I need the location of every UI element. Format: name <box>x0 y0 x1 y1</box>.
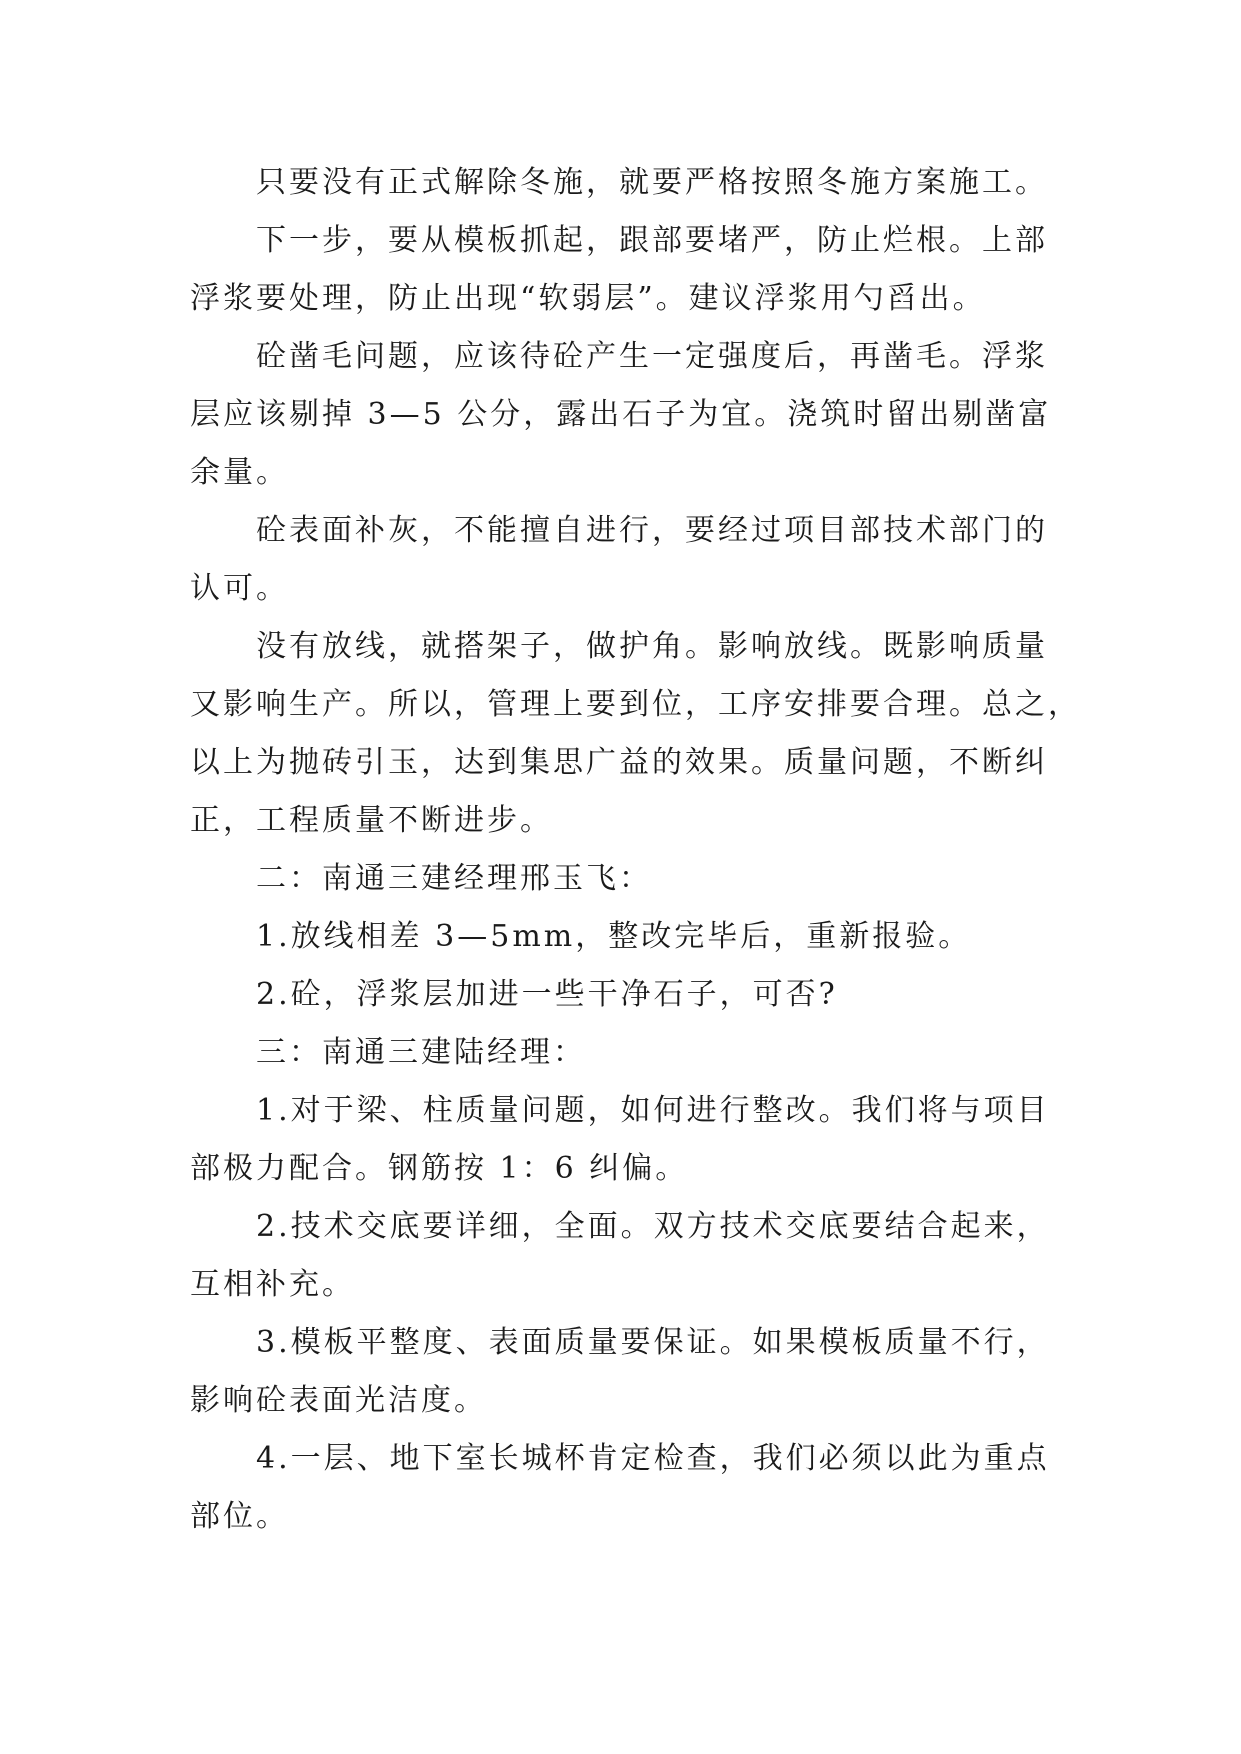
text-line: 浮浆要处理，防止出现“软弱层”。建议浮浆用勺舀出。 <box>190 281 986 316</box>
text-line: 认可。 <box>190 571 289 606</box>
text-line: 砼表面补灰，不能擅自进行，要经过项目部技术部门的 <box>256 513 1048 548</box>
text-line: 3.模板平整度、表面质量要保证。如果模板质量不行， <box>256 1325 1050 1360</box>
text-line: 影响砼表面光洁度。 <box>190 1383 487 1418</box>
list-item <box>190 1430 1090 1546</box>
text-line: 1.放线相差 3—5mm，整改完毕后，重新报验。 <box>256 919 972 954</box>
list-item <box>190 908 1090 966</box>
text-line: 正，工程质量不断进步。 <box>190 803 553 838</box>
text-line: 以上为抛砖引玉，达到集思广益的效果。质量问题，不断纠 <box>190 745 1048 780</box>
text-line: 没有放线，就搭架子，做护角。影响放线。既影响质量 <box>256 629 1048 664</box>
document-body <box>190 154 1090 1546</box>
list-item <box>190 1314 1090 1430</box>
text-line: 2.技术交底要详细，全面。双方技术交底要结合起来， <box>256 1209 1050 1244</box>
text-line: 余量。 <box>190 455 289 490</box>
text-line: 部位。 <box>190 1499 289 1534</box>
text-line: 三：南通三建陆经理： <box>256 1035 586 1070</box>
paragraph <box>190 328 1090 502</box>
text-line: 1.对于梁、柱质量问题，如何进行整改。我们将与项目 <box>256 1093 1050 1128</box>
section-heading <box>190 850 1090 908</box>
text-line: 只要没有正式解除冬施，就要严格按照冬施方案施工。 <box>256 165 1048 200</box>
text-line: 二：南通三建经理邢玉飞： <box>256 861 652 896</box>
section-heading <box>190 1024 1090 1082</box>
text-line: 2.砼，浮浆层加进一些干净石子，可否? <box>256 977 838 1012</box>
list-item <box>190 1198 1090 1314</box>
text-line: 砼凿毛问题，应该待砼产生一定强度后，再凿毛。浮浆 <box>256 339 1048 374</box>
paragraph <box>190 212 1090 328</box>
list-item <box>190 1082 1090 1198</box>
text-line: 下一步，要从模板抓起，跟部要堵严，防止烂根。上部 <box>256 223 1048 258</box>
text-line: 互相补充。 <box>190 1267 355 1302</box>
paragraph <box>190 618 1090 850</box>
text-line: 又影响生产。所以，管理上要到位，工序安排要合理。总之， <box>190 687 1081 722</box>
text-line: 层应该剔掉 3—5 公分，露出石子为宜。浇筑时留出剔凿富 <box>190 397 1052 432</box>
paragraph <box>190 502 1090 618</box>
text-line: 部极力配合。钢筋按 1：6 纠偏。 <box>190 1151 689 1186</box>
list-item <box>190 966 1090 1024</box>
paragraph <box>190 154 1090 212</box>
text-line: 4.一层、地下室长城杯肯定检查，我们必须以此为重点 <box>256 1441 1050 1476</box>
